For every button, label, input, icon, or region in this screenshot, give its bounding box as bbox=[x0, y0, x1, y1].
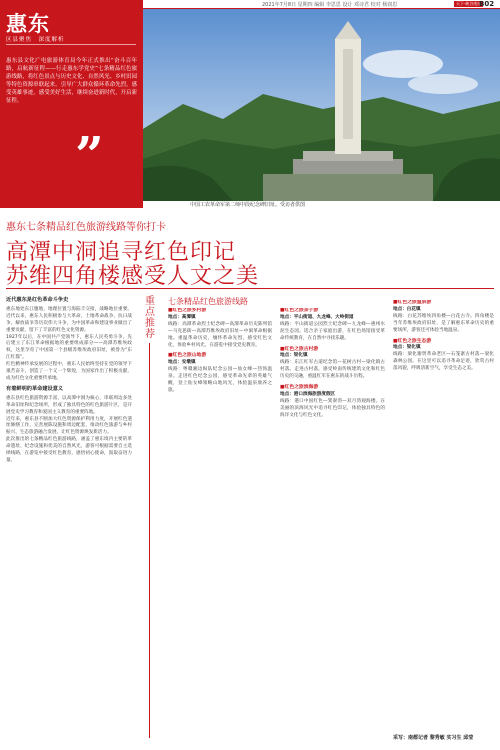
route-desc: 线路：粤赣湘边纵队纪念公园—仙女峰—热汤温泉。走进红色纪念公园，感受革命先辈的英雄气概，登上仙女峰领略山地风光，体验温泉康养之旅。 bbox=[168, 367, 272, 393]
route-name: ■红色之旅亲子游 bbox=[280, 308, 319, 313]
route-area: 地点：安墩镇 bbox=[168, 360, 196, 366]
route-desc: 线路：高潭革命烈士纪念碑—高潭革命历史陈列馆—马克思街—高潭苏维埃政府旧址—中洞革命根据地。重温革命历史，缅怀革命先烈，感受红色文化，体验乡村风光，在游览中接受党史教育。 bbox=[168, 321, 272, 348]
headline-kicker: 惠东七条精品红色旅游线路等你打卡 bbox=[6, 222, 166, 233]
route-desc: 线路：东江红军古道纪念馆—花树古村—梁化镇古村落。走进古村落，感受岭南传统建筑文化和红色历史的交融，重温红军在惠东的战斗历程。 bbox=[280, 360, 385, 380]
route-area: 地点：梁化镇 bbox=[280, 353, 308, 359]
intro-panel bbox=[0, 0, 143, 208]
route-item bbox=[168, 353, 272, 394]
paragraph: 红色精神传承发展的过程中，惠东人民始终坚持在党的领导下艰苦奋斗，创造了一个又一个辉煌，为国家作出了积极贡献，成为红色文化重要传承地。 bbox=[6, 362, 132, 381]
route-item bbox=[393, 300, 494, 335]
divider bbox=[149, 343, 150, 738]
brand-name: 惠东 bbox=[6, 12, 50, 36]
headline-line-1: 高潭中洞追寻红色印记 bbox=[6, 240, 237, 265]
route-desc: 线路：港口中国红色—巽寮湾—双月湾观海楼。在美丽的滨海风光中追寻红色印记，体验独具特色的海洋文化与红色文化。 bbox=[280, 398, 385, 418]
routes-column-4 bbox=[393, 300, 494, 742]
intro-text: 惠东县文化广电旅游体育局今年正式推出“奋斗百年路，启航新征程——行走惠东学党史”七条精品红色旅游线路，将红色景点与历史文化、自然风光、乡村田园等特色资源串联起来，引导广大群众循环革命先烈，感受英雄事迹，感受美好生活，继续奋进新时代，开启新征程。 bbox=[6, 58, 137, 105]
route-area: 地点：平山街道、九龙峰、大岭街道 bbox=[280, 314, 354, 320]
divider bbox=[6, 44, 136, 45]
paragraph: 此次推出的七条精品红色旅游线路，涵盖了惠东境内主要的革命遗址、纪念设施和优美的自然风光，游客可根据需要自主选择线路，在游览中接受红色教育，感悟初心使命，汲取奋进力量。 bbox=[6, 437, 132, 463]
byline: 采写：南都记者 黎秀敏 实习生 邱莹 bbox=[393, 735, 474, 741]
route-name: ■红色之旅山地游 bbox=[168, 353, 207, 359]
photo-caption: 中国工农革命军第二师中段纪念碑旧址。受访者供图 bbox=[190, 202, 306, 208]
route-item bbox=[280, 385, 385, 420]
route-item bbox=[280, 308, 385, 343]
article-column-1 bbox=[6, 294, 132, 742]
route-desc: 线路：平山街道公园烈士纪念碑—九龙峰—惠州水泥生态园。适合亲子家庭出游，在红色场馆接受革命传统教育，在自然中寻找乐趣。 bbox=[280, 321, 385, 341]
route-area: 地点：高潭镇 bbox=[168, 314, 196, 320]
paragraph: 惠东县红色旅游资源丰富，以高潭中洞为核心，串联周边多处革命旧址和纪念场所，形成了独具特色的红色旅游片区，是开展党史学习教育和爱国主义教育的重要阵地。 bbox=[6, 395, 132, 415]
section-badge: 天下·峡谷南部 bbox=[456, 1, 482, 6]
section-heading: 有着鲜明的革命建设意义 bbox=[6, 385, 64, 392]
brand-tagline: 区县聚焦 深度解析 bbox=[6, 37, 65, 43]
route-name: ■红色之旅滨海游 bbox=[280, 385, 319, 391]
monument-photo bbox=[143, 9, 500, 201]
route-desc: 线路：白花苏维埃四角楼—白花古寺。四角楼是当年苏维埃政府旧址，是了解惠东革命历史的重要场所，游客还可体验当地温泉。 bbox=[393, 313, 494, 333]
headline-line-2: 苏维四角楼感受人文之美 bbox=[6, 264, 260, 289]
routes-title: 七条精品红色旅游线路 bbox=[168, 297, 248, 306]
vertical-label: 重点推荐 bbox=[145, 296, 155, 340]
route-desc: 线路：梁化谢贤革命老区—石笼寨古村落—梁化森林公园。在这里可以追寻革命足迹，欣赏古村落风貌，呼吸清新空气，享受生态之美。 bbox=[393, 352, 494, 372]
paragraph: 近年来，惠东县不断加大红色资源保护利用力度，开展红色遗址修缮工作，完善展陈设施和周边配套，推动红色旅游与乡村振兴、生态旅游融合发展，让红色资源焕发新活力。 bbox=[6, 416, 132, 436]
issue-date: 2021年7月8日 星期四 编辑 李思思 设计 邓诗君 校对 杨润思 bbox=[262, 2, 398, 8]
route-name: ■红色之旅生态游 bbox=[393, 338, 432, 344]
routes-column-2 bbox=[168, 308, 272, 742]
route-area: 地点：白花镇 bbox=[393, 306, 421, 312]
route-name: ■红色之旅古村游 bbox=[280, 346, 319, 352]
route-name: ■红色之旅温泉游 bbox=[393, 300, 432, 305]
routes-column-3 bbox=[280, 308, 385, 742]
divider bbox=[6, 288, 494, 289]
section-heading: 近代惠东是红色革命斗争史 bbox=[6, 297, 69, 303]
route-item bbox=[280, 347, 385, 382]
paragraph: 1927年以后，在中国共产党领导下，惠东人民英勇斗争，先后建立了东江革命根据地的重要组成部分——高潭苏维埃政权，这里孕育了中国第一个县级苏维埃政府旧址，被誉为“东江红都”。 bbox=[6, 334, 132, 361]
route-area: 地点：梁化镇 bbox=[393, 345, 421, 351]
route-item bbox=[393, 339, 494, 374]
route-area: 地点：港口滨海旅游度假区 bbox=[280, 391, 336, 397]
route-item bbox=[168, 308, 272, 349]
quote-icon: ” bbox=[75, 125, 104, 184]
page-number: B02 bbox=[479, 0, 495, 8]
route-name: ■红色之旅乡村游 bbox=[168, 308, 207, 313]
monument-illustration bbox=[143, 9, 500, 201]
paragraph: 惠东地处东江腹地，地理位置与海陆丰交接，战略地位重要。近代以来，惠东人民积极参与大革命、土地革命战争、抗日战争、解放战争等历次伟大斗争，为中国革命和建设事业做出了重要贡献，留下了丰富的红色文化资源。 bbox=[6, 306, 132, 333]
